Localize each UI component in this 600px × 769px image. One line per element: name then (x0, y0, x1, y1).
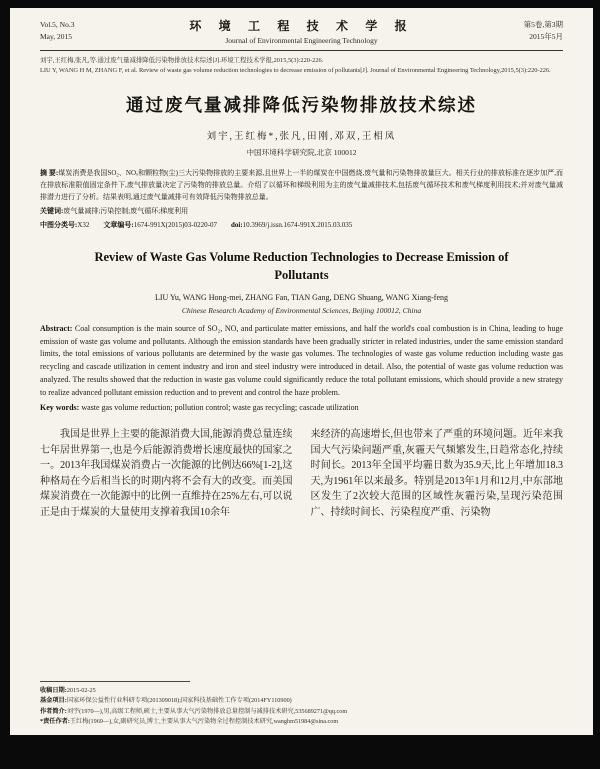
body-column-right: 来经济的高速增长,但也带来了严重的环境问题。近年来我国大气污染问题严重,灰霾天气频繁发生,日趋常态化,持续时间长。2013年全国平均霾日数为35.9天,比上年增加18.3天,为1961年以来最多。特别是2013年1月和12月,中东部地区发生了2次较大范围的区域性灰霾污染,呈现污染范围广、持续时间长、污染程度严重、污染物 (310, 429, 563, 518)
keywords-en-label: Key words: (40, 402, 80, 412)
volume-number: Vol.5, No.3 (40, 20, 75, 30)
abstract-zh (40, 167, 563, 204)
abstract-zh-text: 煤炭消费是我国SO₂、NOₓ和颗粒物(尘)三大污染物排放的主要来源,且世界上一半的煤炭在中国燃烧,废气量和污染物排放量巨大。相关行业的排放标准在逐步加严,而在排放标准限值固定条件下,废气排放量决定了污染物的排放总量。介绍了以循环和梯级利用为主的废气量减排技术,包括废气循环技术和废气梯度利用技术;并对废气量减排潜力进行了分析。结果表明,通过废气量减排可有效降低污染物排放总量。 (40, 168, 563, 202)
clc-pair (40, 221, 89, 229)
corresponding-author-label: *责任作者: (40, 717, 70, 725)
article-number-value: 1674-991X(2015)03-0220-07 (133, 220, 217, 229)
authors-zh: 刘宇,王红梅*,张凡,田刚,邓双,王相凤 (206, 131, 397, 142)
issue-number-zh: 第5卷,第3期 (523, 20, 563, 30)
header-volume-block (40, 19, 132, 42)
footnote-block (40, 681, 563, 727)
article-title-en: Review of Waste Gas Volume Reduction Technologies to Decrease Emission of Pollutants (94, 249, 509, 282)
clc-value: X32 (77, 220, 90, 229)
header-issue-block (471, 19, 563, 42)
citation-zh: 刘宇,王红梅,张凡,等.通过废气量减排降低污染物排放技术综述[J].环境工程技术学报,2015,5(3):220-226. (40, 57, 324, 64)
author-bio-label: 作者简介: (40, 707, 67, 715)
keywords-zh-label: 关键词: (40, 206, 64, 215)
issue-date-en: May, 2015 (40, 32, 73, 41)
affiliation-zh: 中国环境科学研究院,北京 100012 (246, 147, 357, 157)
keywords-en-text: waste gas volume reduction; pollution control; waste gas recycling; cascade utilization (81, 402, 359, 412)
corresponding-author-value: 王红梅(1969—),女,副研究员,博士,主要从事大气污染物全过程控制技术研究,wanghm51984@sina.com (69, 717, 339, 725)
received-date-value: 2015-02-25 (66, 687, 96, 695)
header-divider (40, 50, 563, 51)
authors-en: LIU Yu, WANG Hong-mei, ZHANG Fan, TIAN Gang, DENG Shuang, WANG Xiang-feng (155, 292, 448, 302)
paper-page (10, 8, 593, 735)
body-column-left: 我国是世界上主要的能源消费大国,能源消费总量连续七年居世界第一,也是今后能源消费增长速度最快的国家之一。2013年我国煤炭消费占一次能源的比例达66%[1-2],这种格局在今后相当长的时期内将不会有大的改变。而美国煤炭消费在一次能源中的比例一直维持在25%左右,可以说正是由于煤炭的大量使用支撑着我国10余年 (40, 429, 293, 518)
abstract-en (40, 323, 563, 400)
journal-title-zh: 环 境 工 程 技 术 学 报 (189, 19, 414, 33)
received-date-line (40, 686, 563, 696)
article-number-label: 文章编号: (103, 220, 134, 229)
received-date-label: 收稿日期: (40, 687, 67, 695)
keywords-en (40, 402, 563, 415)
citation-en: LIU Y, WANG H M, ZHANG F, et al. Review of waste gas volume reduction technologies to decrease emission of pollutants[J]. Journal of Environmental Engineering Technology,2015,5(3):220-226. (40, 67, 551, 75)
journal-header (40, 17, 563, 45)
affiliation-en: Chinese Research Academy of Environmental Sciences, Beijing 100012, China (181, 305, 422, 315)
abstract-en-label: Abstract: (40, 323, 73, 333)
keywords-zh (40, 206, 563, 218)
clc-label: 中图分类号: (40, 220, 78, 229)
article-title-zh: 通过废气量减排降低污染物排放技术综述 (126, 94, 477, 115)
footnote-divider (40, 681, 190, 682)
abstract-zh-label: 摘 要: (40, 168, 59, 177)
journal-title-en: Journal of Environmental Engineering Technology (225, 36, 378, 45)
doi-value: 10.3969/j.issn.1674-991X.2015.03.035 (242, 220, 353, 229)
doi-label: doi: (230, 220, 243, 229)
journal-title-block (132, 17, 471, 45)
body-text (40, 427, 563, 681)
funding-line (40, 696, 563, 706)
funding-value: 国家环保公益性行业科研专项(201309018);国家科技基础性工作专项(2014FY110900) (66, 697, 292, 705)
keywords-zh-text: 废气量减排;污染控制;废气循环;梯度利用 (63, 206, 189, 215)
meta-line (40, 220, 563, 232)
funding-label: 基金项目: (40, 697, 67, 705)
article-number-pair (103, 221, 217, 229)
corresponding-author-line (40, 717, 563, 727)
author-bio-line (40, 707, 563, 717)
doi-pair (231, 221, 352, 229)
issue-date-zh: 2015年5月 (529, 32, 563, 41)
author-bio-value: 刘宇(1970—),男,高级工程师,硕士,主要从事大气污染物排放总量控制与减排技术研究,535689271@qq.com (66, 707, 348, 715)
abstract-en-text: Coal consumption is the main source of SO₂, NO, and particulate matter emissions, and half the world's coal combustion is in China, leading to huge emission of waste gas volume and pollutants. Although the emission standards have been gradually stricter in related industries, under the same emission standard limits, the total emissions of various pollutants are determined by the waste gas volumes. The technologies of waste gas volume reduction including waste gas recycling and cascade utilization in cement industry and iron and steel industry were introduced in detail. Also, the potential of waste gas volume reduction was analyzed. The results showed that the reduction in waste gas volume could significantly reduce the total pollutant emissions, which should provide a new strategy to realize advanced pollutant emission reduction and to prevent and control the haze problem. (40, 323, 563, 397)
citation-block (40, 56, 563, 77)
